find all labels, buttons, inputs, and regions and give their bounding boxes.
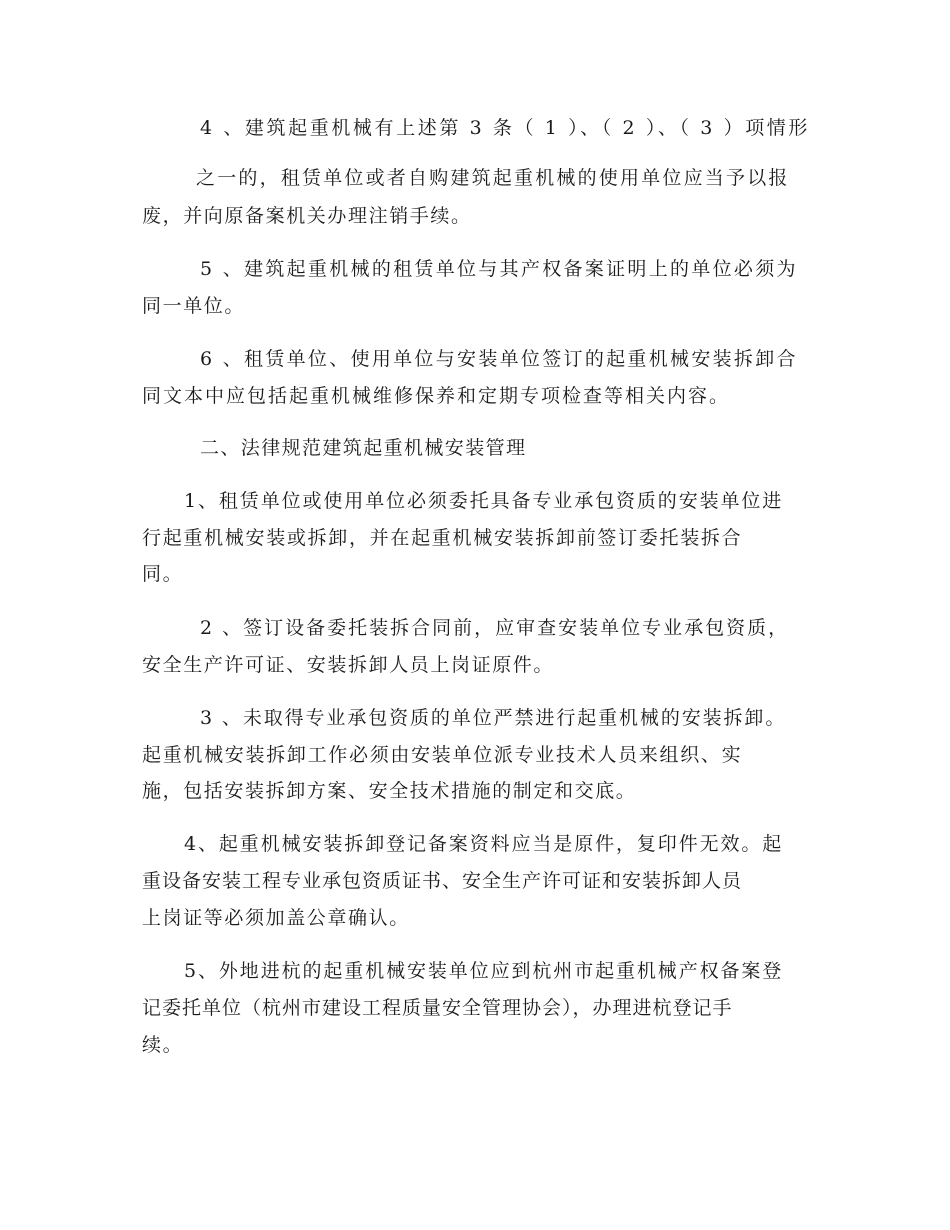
text-line: 行起重机械安装或拆卸，并在起重机械安装拆卸前签订委托装拆合 — [142, 527, 743, 549]
text-line: 4 、建筑起重机械有上述第 3 条（ 1 ）、（ 2 ）、（ 3 ）项情形 — [200, 117, 810, 139]
text-line: 重设备安装工程专业承包资质证书、安全生产许可证和安装拆卸人员 — [142, 870, 743, 892]
text-line: 上岗证等必须加盖公章确认。 — [142, 907, 410, 929]
text-line: 起重机械安装拆卸工作必须由安装单位派专业技术人员来组织、实 — [142, 744, 743, 766]
text-line: 之一的，租赁单位或者自购建筑起重机械的使用单位应当予以报 — [196, 167, 790, 189]
text-line: 废，并向原备案机关办理注销手续。 — [142, 205, 472, 227]
text-line: 施，包括安装拆卸方案、安全技术措施的制定和交底。 — [142, 780, 637, 802]
text-line: 同。 — [142, 563, 184, 585]
text-line: 同文本中应包括起重机械维修保养和定期专项检查等相关内容。 — [142, 385, 731, 407]
text-line: 安全生产许可证、安装拆卸人员上岗证原件。 — [142, 654, 555, 676]
text-line: 4、起重机械安装拆卸登记备案资料应当是原件，复印件无效。起 — [184, 833, 784, 855]
text-line: 记委托单位（杭州市建设工程质量安全管理协会），办理进杭登记手 — [142, 997, 733, 1019]
text-line: 5、外地进杭的起重机械安装单位应到杭州市起重机械产权备案登 — [184, 960, 784, 982]
text-line: 2 、签订设备委托装拆合同前，应审查安装单位专业承包资质， — [200, 617, 790, 639]
text-line: 5 、建筑起重机械的租赁单位与其产权备案证明上的单位必须为 — [200, 258, 798, 280]
text-line: 6 、租赁单位、使用单位与安装单位签订的起重机械安装拆卸合 — [200, 348, 798, 370]
section-heading: 二、法律规范建筑起重机械安装管理 — [200, 437, 527, 459]
text-line: 同一单位。 — [142, 295, 246, 317]
text-line: 1、租赁单位或使用单位必须委托具备专业承包资质的安装单位进 — [184, 490, 784, 512]
text-line: 续。 — [142, 1034, 184, 1056]
text-line: 3 、未取得专业承包资质的单位严禁进行起重机械的安装拆卸。 — [200, 707, 787, 729]
